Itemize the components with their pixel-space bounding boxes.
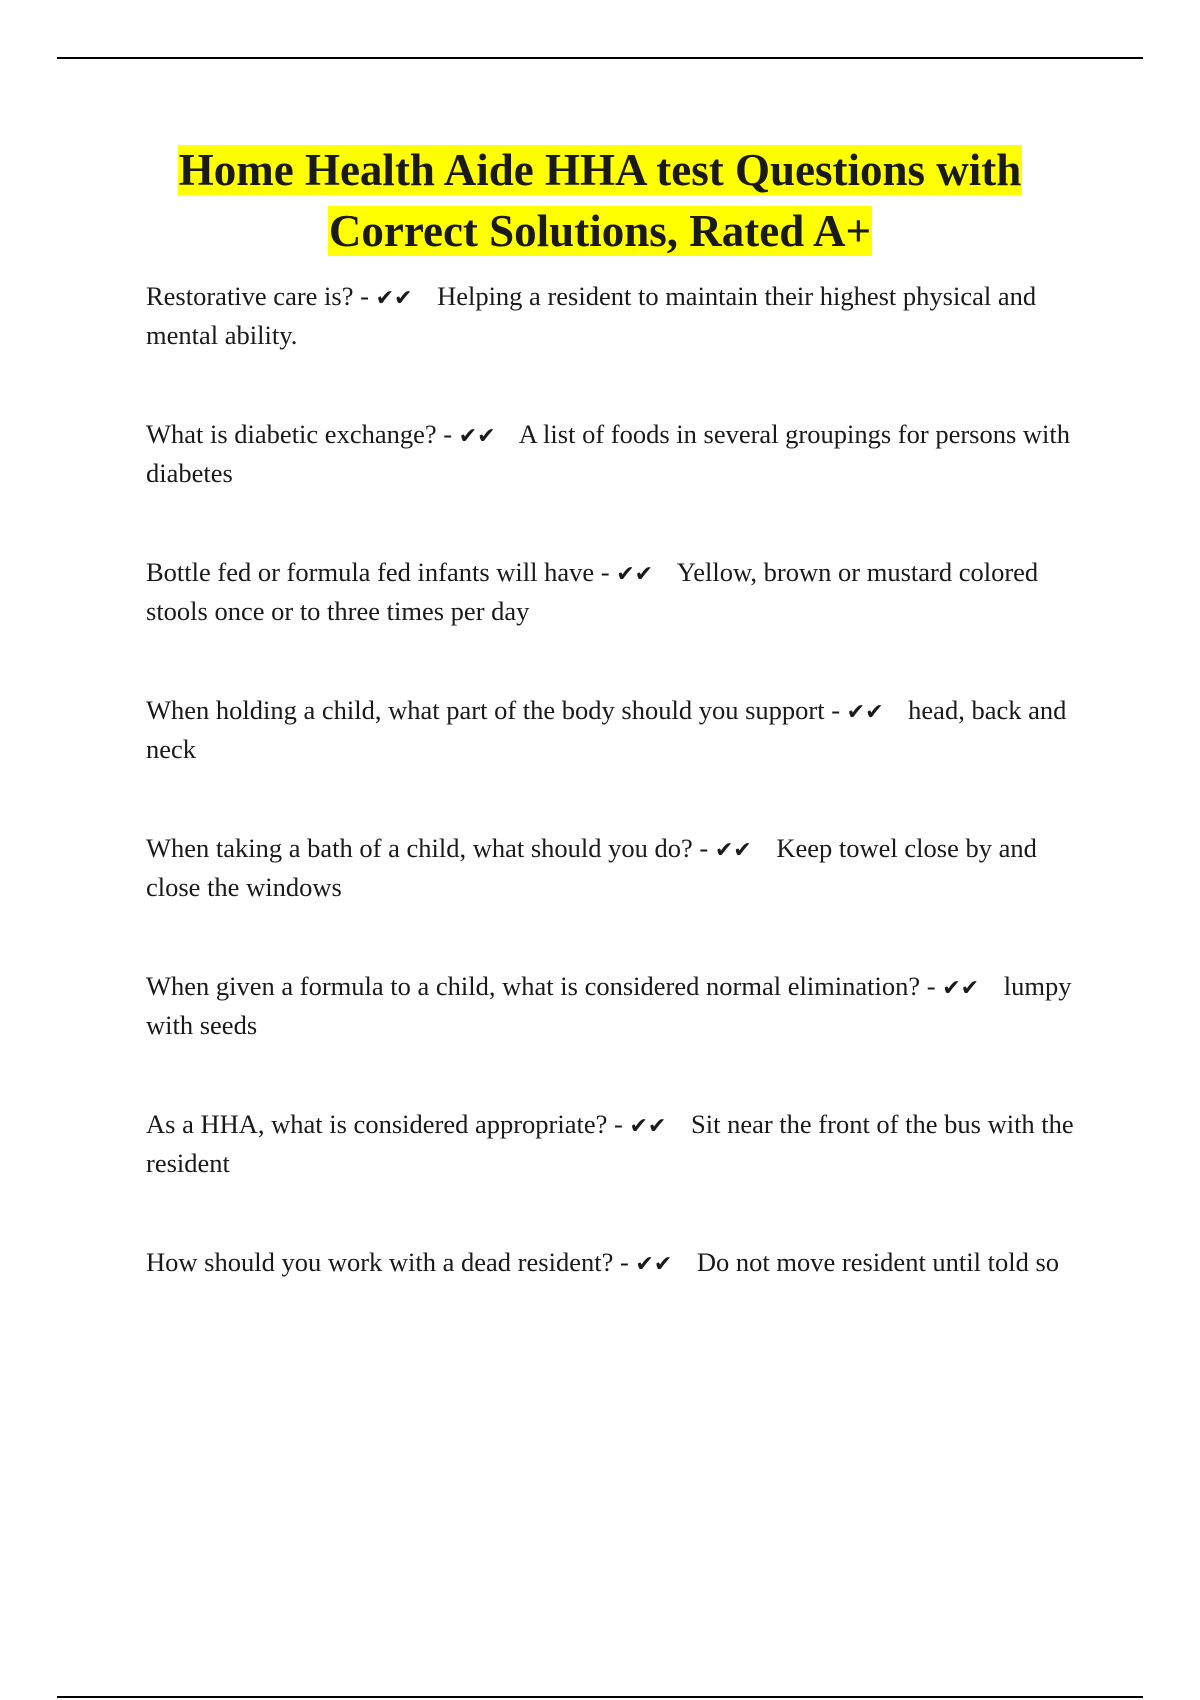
separator: - bbox=[926, 971, 936, 1001]
separator: - bbox=[831, 695, 841, 725]
question-text: When holding a child, what part of the body should you support bbox=[146, 695, 825, 725]
qa-item bbox=[146, 1106, 1096, 1244]
separator: - bbox=[699, 833, 709, 863]
question-text: When taking a bath of a child, what should you do? bbox=[146, 833, 693, 863]
question-text: How should you work with a dead resident? bbox=[146, 1247, 614, 1277]
answer-text: Sit near the front of the bus with the resident bbox=[146, 1109, 1074, 1178]
qa-item bbox=[146, 692, 1096, 830]
footer-rule bbox=[57, 1696, 1143, 1698]
title-line-2: Correct Solutions, Rated A+ bbox=[328, 206, 872, 256]
separator: - bbox=[614, 1109, 623, 1139]
check-icon: ✔✔ bbox=[846, 700, 884, 725]
check-icon: ✔✔ bbox=[942, 976, 980, 1001]
check-icon: ✔✔ bbox=[629, 1114, 667, 1139]
qa-item bbox=[146, 1244, 1096, 1382]
separator: - bbox=[360, 281, 369, 311]
qa-item bbox=[146, 554, 1096, 692]
question-text: Restorative care is? bbox=[146, 281, 354, 311]
question-text: As a HHA, what is considered appropriate? bbox=[146, 1109, 608, 1139]
qa-item bbox=[146, 968, 1096, 1106]
answer-text: lumpy with seeds bbox=[146, 971, 1072, 1040]
question-answer-list bbox=[146, 278, 1096, 1382]
answer-text: head, back and neck bbox=[146, 695, 1067, 764]
check-icon: ✔✔ bbox=[635, 1252, 673, 1277]
check-icon: ✔✔ bbox=[375, 286, 413, 311]
question-text: What is diabetic exchange? bbox=[146, 419, 437, 449]
separator: - bbox=[619, 1247, 629, 1277]
question-text: When given a formula to a child, what is considered normal elimination? bbox=[146, 971, 921, 1001]
qa-item bbox=[146, 830, 1096, 968]
answer-text: Do not move resident until told so bbox=[696, 1247, 1060, 1277]
document-title bbox=[100, 140, 1100, 262]
title-line-1: Home Health Aide HHA test Questions with bbox=[178, 145, 1022, 195]
separator: - bbox=[443, 419, 453, 449]
qa-item bbox=[146, 416, 1096, 554]
qa-item bbox=[146, 278, 1096, 416]
check-icon: ✔✔ bbox=[616, 562, 654, 587]
check-icon: ✔✔ bbox=[458, 424, 496, 449]
header-rule bbox=[57, 57, 1143, 59]
answer-text: A list of foods in several groupings for persons with diabetes bbox=[146, 419, 1071, 488]
answer-text: Yellow, brown or mustard colored stools once or to three times per day bbox=[146, 557, 1039, 626]
separator: - bbox=[600, 557, 610, 587]
check-icon: ✔✔ bbox=[714, 838, 752, 863]
question-text: Bottle fed or formula fed infants will have bbox=[146, 557, 595, 587]
answer-text: Helping a resident to maintain their highest physical and mental ability. bbox=[146, 281, 1037, 350]
answer-text: Keep towel close by and close the windows bbox=[146, 833, 1037, 902]
